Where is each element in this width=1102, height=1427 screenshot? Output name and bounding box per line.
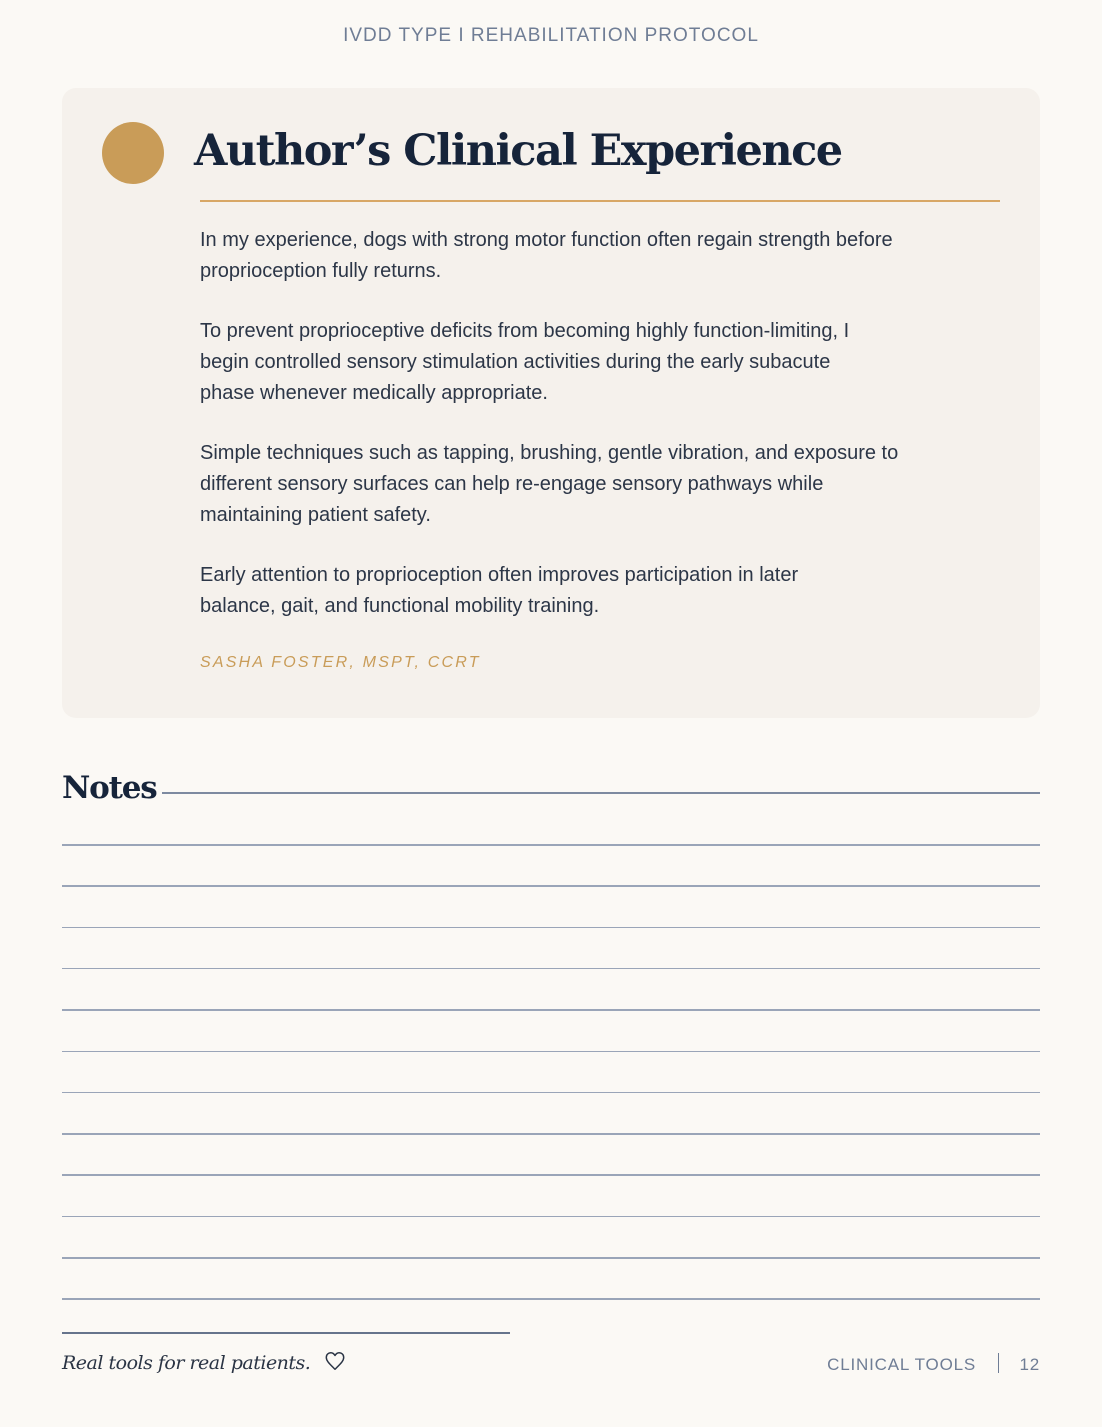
paragraph-3: Simple techniques such as tapping, brushing, gentle vibration, and exposure to different sensory surfaces can help re-engage sensory pathways while maintaining patient safety. [200,442,899,526]
notes-title-rule [162,792,1040,794]
card-title: Author’s Clinical Experience [194,126,842,176]
heart-icon [324,1350,346,1372]
paragraph-2: To prevent proprioceptive deficits from becoming highly function-limiting, I begin controlled sensory stimulation activities during the early subacute phase whenever medically appropriate. [200,320,850,404]
footer-page-info [827,1353,1040,1375]
note-line [62,1216,1040,1218]
author-signature: SASHA FOSTER, MSPT, CCRT [200,654,481,671]
running-header: IVDD TYPE I REHABILITATION PROTOCOL [343,25,759,46]
note-line [62,927,1040,929]
note-line [62,968,1040,970]
tagline-text: Real tools for real patients. [62,1352,311,1374]
note-line [62,1174,1040,1176]
section-label: CLINICAL TOOLS [827,1355,976,1374]
paragraph-1: In my experience, dogs with strong motor function often regain strength before proprioception fully returns. [200,229,893,282]
footer-separator [998,1353,1000,1373]
footer-divider [62,1332,510,1334]
card-title-divider [200,200,1000,202]
page-number: 12 [1019,1355,1040,1374]
note-line [62,1133,1040,1135]
note-line [62,1051,1040,1053]
paragraph-4: Early attention to proprioception often improves participation in later balance, gait, and functional mobility training. [200,564,799,617]
accent-dot [102,122,164,184]
note-line [62,885,1040,887]
author-experience-card [62,88,1040,718]
card-body [200,225,960,651]
footer-tagline [62,1350,346,1374]
note-line [62,1092,1040,1094]
note-line [62,1257,1040,1259]
note-line [62,1009,1040,1011]
note-line [62,1298,1040,1300]
notes-title: Notes [62,770,157,806]
note-line [62,844,1040,846]
